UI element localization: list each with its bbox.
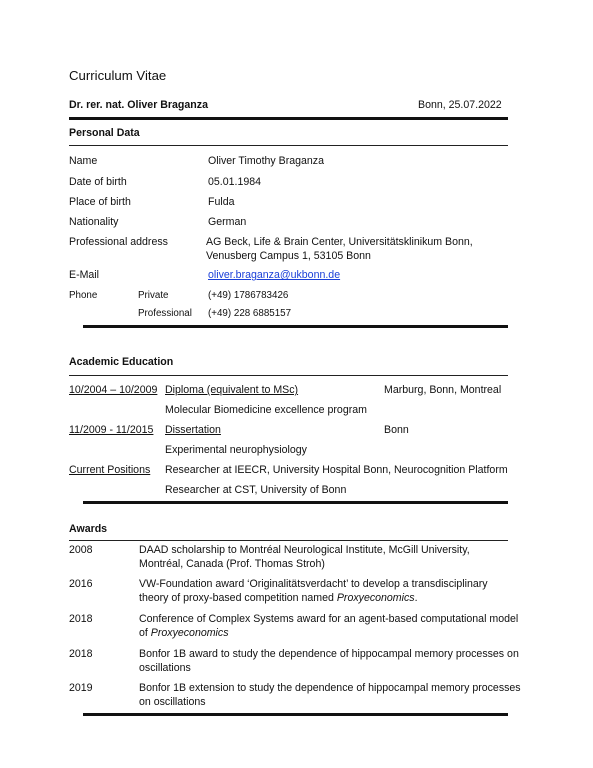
awards-heading-rule [69,540,508,541]
personal-heading-rule [69,145,508,146]
current-position-1: Researcher at IEECR, University Hospital Bonn, Neurocognition Platform [165,464,508,476]
personal-label-address: Professional address [69,236,168,248]
personal-value-address-line1: AG Beck, Life & Brain Center, Universitätsklinikum Bonn, [206,236,473,248]
phone-professional-value: (+49) 228 6885157 [208,308,292,319]
section-heading-personal: Personal Data [69,127,140,139]
place-date: Bonn, 25.07.2022 [418,99,502,111]
phone-professional-label: Professional [138,308,192,319]
award-text-4-line2: oscillations [139,662,191,674]
document-title: Curriculum Vitae [69,68,167,83]
edu-title-1: Diploma (equivalent to MSc) [165,384,299,396]
education-heading-rule [69,375,508,376]
cv-owner-name: Dr. rer. nat. Oliver Braganza [69,99,208,111]
award-text-2-line2: theory of proxy-based competition named Proxyeconomics. [139,592,418,604]
personal-label-dob: Date of birth [69,176,127,188]
personal-value-name: Oliver Timothy Braganza [208,155,324,167]
email-link[interactable]: oliver.braganza@ukbonn.de [208,269,341,281]
edu-place-2: Bonn [384,424,409,436]
award-text-5-line2: on oscillations [139,696,206,708]
edu-sub-2: Experimental neurophysiology [165,444,307,456]
personal-label-name: Name [69,155,98,167]
section-heading-awards: Awards [69,523,108,535]
edu-title-2: Dissertation [165,424,221,436]
award-text-2-line1: VW-Foundation award ‘Originalitätsverdacht’ to develop a transdisciplinary [139,578,488,590]
phone-private-value: (+49) 1786783426 [208,290,289,301]
award-text-3-line2: of Proxyeconomics [139,627,229,639]
edu-place-1: Marburg, Bonn, Montreal [384,384,502,396]
header-rule [69,117,508,120]
personal-end-rule [83,325,508,328]
phone-private-label: Private [138,290,169,301]
award-text-1-line1: DAAD scholarship to Montréal Neurological Institute, McGill University, [139,544,470,556]
personal-label-email: E-Mail [69,269,100,281]
award-text-4-line1: Bonfor 1B award to study the dependence of hippocampal memory processes on [139,648,519,660]
current-positions-label: Current Positions [69,464,151,476]
awards-end-rule [83,713,508,716]
award-text-3-line1: Conference of Complex Systems award for an agent-based computational model [139,613,519,625]
edu-period-1: 10/2004 – 10/2009 [69,384,158,396]
award-text-1-line2: Montréal, Canada (Prof. Thomas Stroh) [139,558,325,570]
edu-period-2: 11/2009 - 11/2015 [69,424,154,436]
award-year-3: 2018 [69,613,93,625]
edu-sub-1: Molecular Biomedicine excellence program [165,404,367,416]
personal-value-address-line2: Venusberg Campus 1, 53105 Bonn [206,250,371,262]
personal-label-pob: Place of birth [69,196,131,208]
award-year-4: 2018 [69,648,93,660]
section-heading-education: Academic Education [69,356,174,368]
current-position-2: Researcher at CST, University of Bonn [165,484,347,496]
personal-value-pob: Fulda [208,196,235,208]
personal-label-phone: Phone [69,290,98,301]
education-end-rule [83,501,508,504]
personal-value-dob: 05.01.1984 [208,176,262,188]
award-year-5: 2019 [69,682,93,694]
personal-label-nationality: Nationality [69,216,119,228]
award-year-1: 2008 [69,544,93,556]
personal-value-nationality: German [208,216,247,228]
award-text-5-line1: Bonfor 1B extension to study the dependence of hippocampal memory processes [139,682,521,694]
award-year-2: 2016 [69,578,93,590]
